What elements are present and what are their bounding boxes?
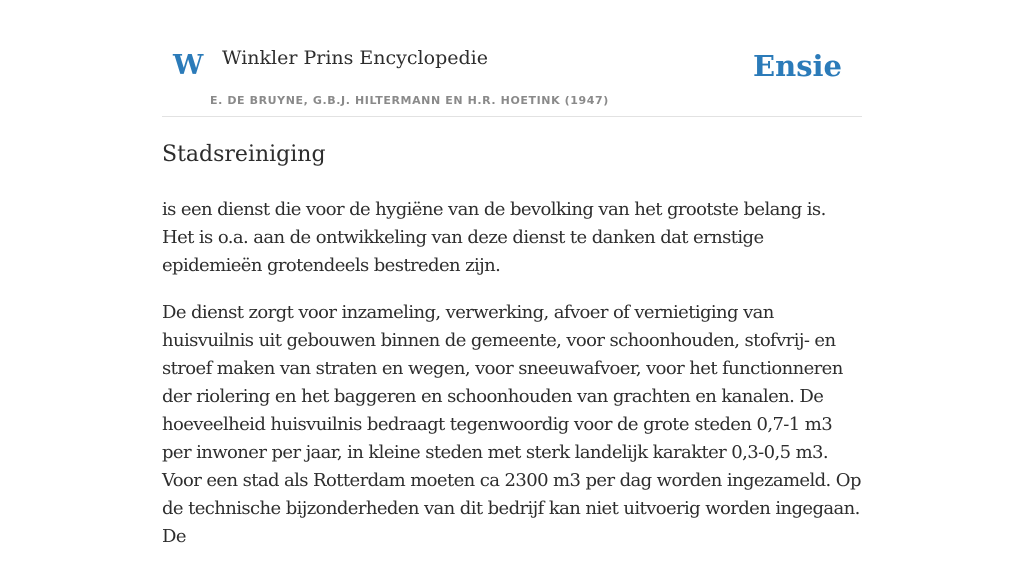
article — [162, 140, 862, 570]
site-header — [162, 36, 862, 117]
article-paragraph: De dienst zorgt voor inzameling, verwerking, afvoer of vernietiging van huisvuilnis uit gebouwen binnen de gemeente, voor schoonhouden, stofvrij- en stroef maken van straten en wegen, voor sneeuwafvoer, voor het functionneren der riolering en het baggeren en schoonhouden van grachten en kanalen. De hoeveelheid huisvuilnis bedraagt tegenwoordig voor de grote steden 0,7-1 m3 per inwoner per jaar, in kleine steden met sterk landelijk karakter 0,3-0,5 m3. Voor een stad als Rotterdam moeten ca 2300 m3 per dag worden ingezameld. Op de technische bijzonderheden van dit bedrijf kan niet uitvoerig worden ingegaan. De — [162, 302, 861, 547]
encyclopedia-title[interactable]: Winkler Prins Encyclopedie — [222, 47, 488, 69]
ensie-logo[interactable]: Ensie — [753, 49, 842, 83]
article-title: Stadsreiniging — [162, 142, 326, 167]
encyclopedia-authors: E. DE BRUYNE, G.B.J. HILTERMANN EN H.R. HOETINK (1947) — [210, 94, 609, 107]
article-paragraph: is een dienst die voor de hygiëne van de bevolking van het grootste belang is. Het is o.a. aan de ontwikkeling van deze dienst te danken dat ernstige epidemieën grotendeels bestreden zijn. — [162, 199, 826, 276]
encyclopedia-logo-icon[interactable]: W — [173, 50, 204, 81]
